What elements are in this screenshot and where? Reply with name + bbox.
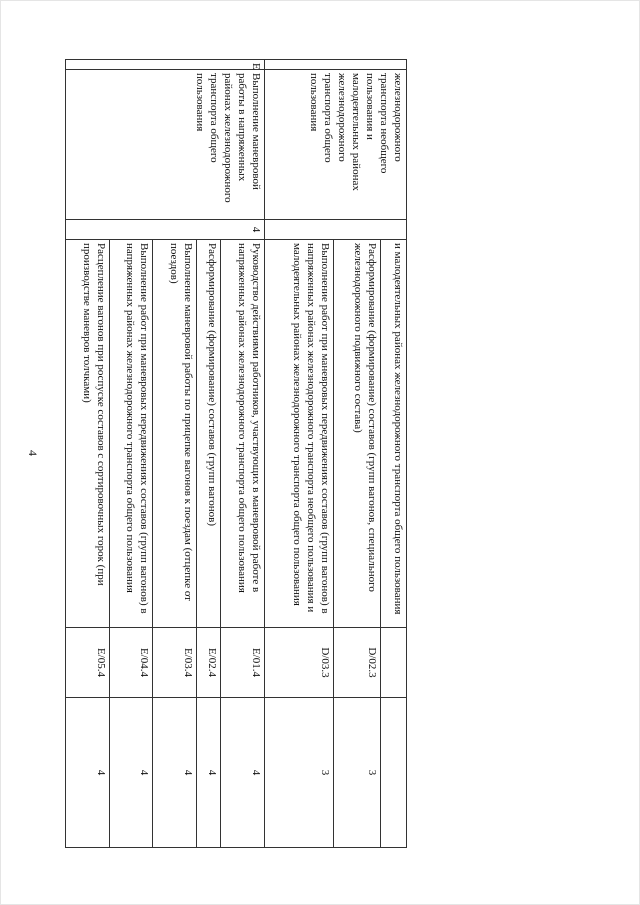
task-level-cell: 4 bbox=[66, 698, 110, 848]
page-number: 4 bbox=[26, 450, 40, 456]
table-row bbox=[381, 60, 407, 848]
task-cell: Расформирование (формирование) составов (групп вагонов) bbox=[197, 240, 221, 628]
task-code-cell: D/03.3 bbox=[264, 628, 333, 698]
section-letter-cell: E bbox=[66, 60, 265, 70]
task-cell: Руководство действиями работников, участвующих в маневровой работе в напряженных районах железнодорожного транспорта общего пользования bbox=[221, 240, 265, 628]
task-level-cell: 4 bbox=[221, 698, 265, 848]
function-cell: железнодорожного транспорта необщего пользования и малодеятельных районах железнодорожного транспорта общего пользования bbox=[264, 70, 406, 220]
task-code-cell: E/05.4 bbox=[66, 628, 110, 698]
task-level-cell bbox=[381, 698, 407, 848]
table-row bbox=[221, 60, 265, 848]
task-level-cell: 3 bbox=[333, 698, 380, 848]
function-cell: Выполнение маневровой работы в напряженных районах железнодорожного транспорта общего пользования bbox=[66, 70, 265, 220]
task-code-cell: E/03.4 bbox=[153, 628, 197, 698]
task-cell: Выполнение работ при маневровых передвижениях составов (групп вагонов) в напряженных районах железнодорожного транспорта необщего пользования и малодеятельных районах железнодорожного транспорта общего пользования bbox=[264, 240, 333, 628]
task-code-cell: E/02.4 bbox=[197, 628, 221, 698]
task-level-cell: 4 bbox=[109, 698, 153, 848]
function-level-cell: 4 bbox=[66, 220, 265, 240]
task-code-cell: E/01.4 bbox=[221, 628, 265, 698]
task-level-cell: 4 bbox=[197, 698, 221, 848]
function-level-cell bbox=[264, 220, 406, 240]
task-code-cell: D/02.3 bbox=[333, 628, 380, 698]
task-cell: Выполнение маневровой работы по прицепке вагонов к поездам (отцепке от поездов) bbox=[153, 240, 197, 628]
task-code-cell bbox=[381, 628, 407, 698]
task-level-cell: 4 bbox=[153, 698, 197, 848]
section-letter-cell bbox=[264, 60, 406, 70]
task-cell: и малодеятельных районах железнодорожного транспорта общего пользования bbox=[381, 240, 407, 628]
task-level-cell: 3 bbox=[264, 698, 333, 848]
rotated-table-container bbox=[65, 59, 407, 847]
task-cell: Выполнение работ при маневровых передвижениях составов (групп вагонов) в напряженных районах железнодорожного транспорта общего пользования bbox=[109, 240, 153, 628]
task-cell: Расцепление вагонов при роспуске составов с сортировочных горок (при производстве маневров толчками) bbox=[66, 240, 110, 628]
task-cell: Расформирование (формирование) составов (групп вагонов, специального железнодорожного подвижного состава) bbox=[333, 240, 380, 628]
specification-table bbox=[65, 59, 407, 848]
task-code-cell: E/04.4 bbox=[109, 628, 153, 698]
